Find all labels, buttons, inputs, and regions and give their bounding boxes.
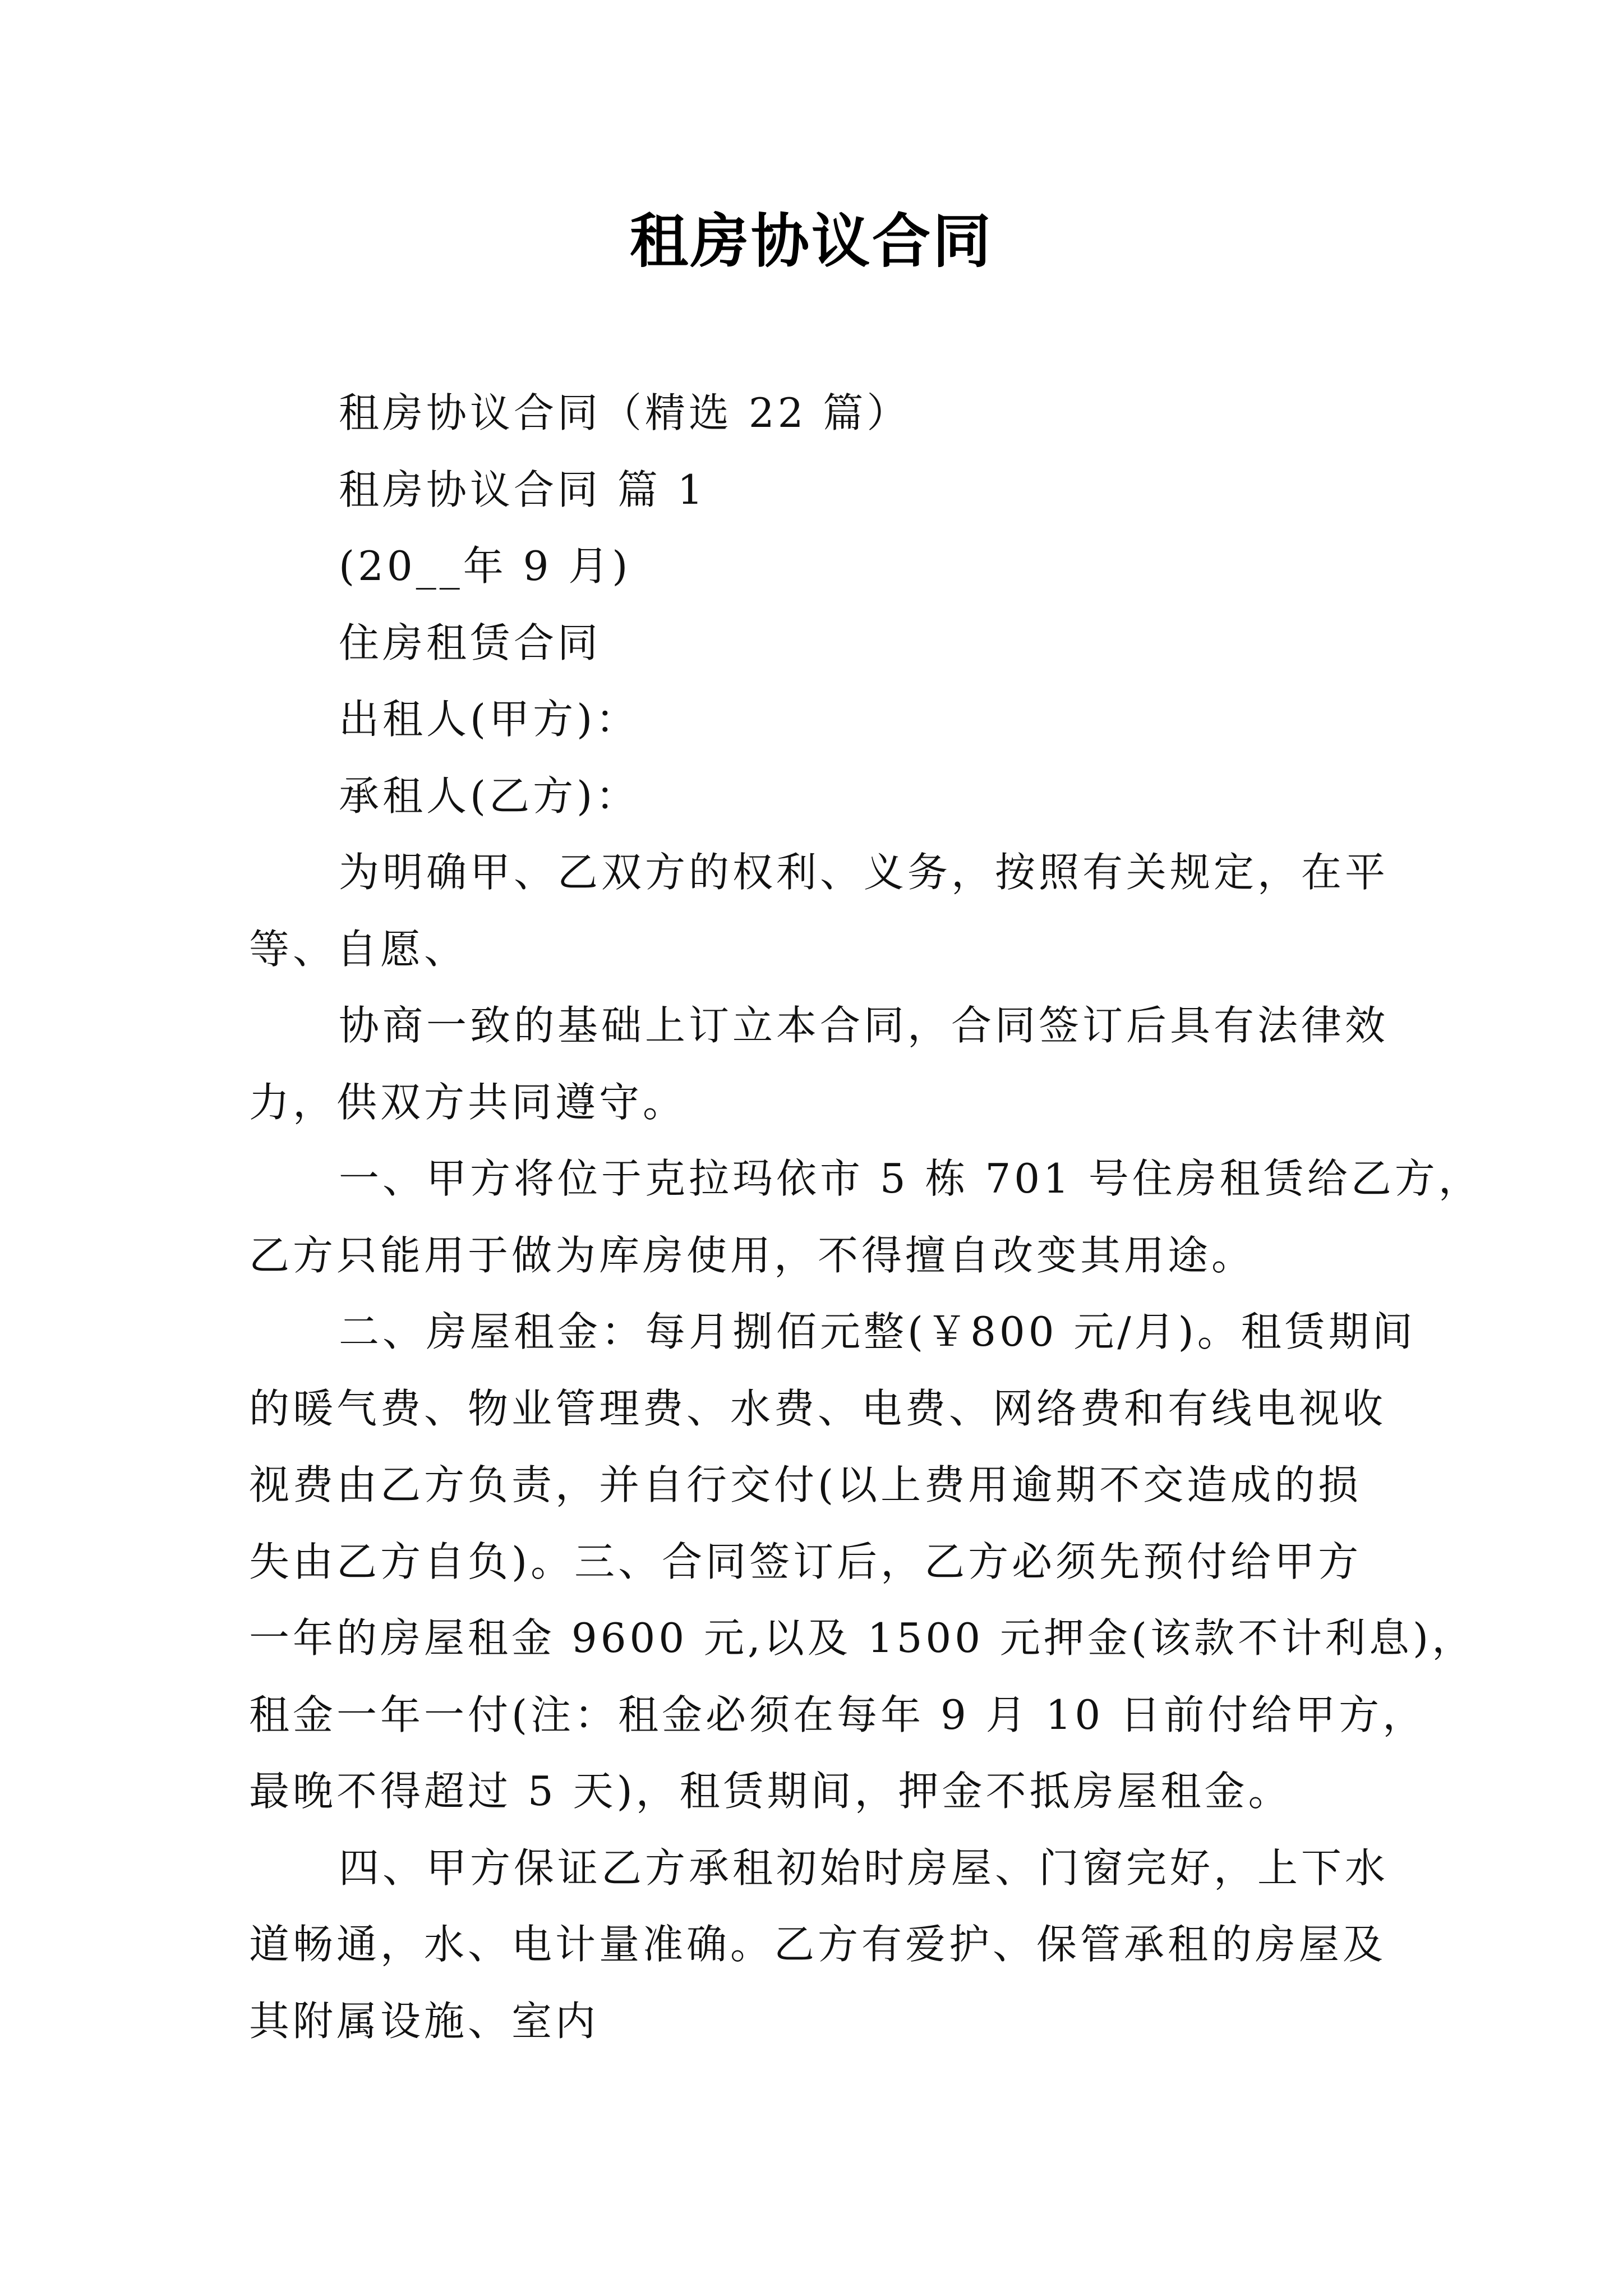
text-line: 一年的房屋租金 9600 元,以及 1500 元押金(该款不计利息)， <box>249 1614 1476 1662</box>
paragraph-clause-2 <box>249 1294 1476 1830</box>
text-line: 视费由乙方负责，并自行交付(以上费用逾期不交造成的损 <box>249 1461 1362 1508</box>
text-line: 一、甲方将位于克拉玛依市 5 栋 701 号住房租赁给乙方， <box>339 1155 1482 1202</box>
text-line: 的暖气费、物业管理费、水费、电费、网络费和有线电视收 <box>249 1384 1387 1432</box>
document-title: 租房协议合同 <box>629 206 993 275</box>
paragraph-lessor <box>249 681 1382 758</box>
text-line: 租房协议合同（精选 22 篇） <box>339 389 911 436</box>
text-line: 失由乙方自负)。三、合同签订后，乙方必须先预付给甲方 <box>249 1538 1362 1585</box>
text-line: 承租人(乙方)： <box>339 772 640 820</box>
text-line: 道畅通，水、电计量准确。乙方有爱护、保管承租的房屋及 <box>249 1921 1387 1968</box>
text-line: 租房协议合同 篇 1 <box>339 466 707 513</box>
text-line: 为明确甲、乙双方的权利、义务，按照有关规定，在平 <box>339 849 1389 896</box>
text-line: 乙方只能用于做为库房使用，不得擅自改变其用途。 <box>249 1231 1256 1279</box>
document-body <box>249 375 1482 2059</box>
paragraph-lessee <box>249 758 1382 835</box>
paragraph-agreement <box>249 987 1389 1140</box>
text-line: 二、房屋租金：每月捌佰元整(￥800 元/月)。租赁期间 <box>339 1308 1416 1355</box>
paragraph-subtitle <box>249 375 1382 452</box>
text-line: 等、自愿、 <box>249 925 468 973</box>
text-line: 出租人(甲方)： <box>339 696 640 743</box>
text-line: 四、甲方保证乙方承租初始时房屋、门窗完好，上下水 <box>339 1844 1389 1892</box>
paragraph-date <box>249 528 1382 605</box>
paragraph-clause-1 <box>249 1140 1482 1294</box>
paragraph-section-heading <box>249 452 1382 528</box>
paragraph-purpose <box>249 834 1389 987</box>
text-line: 力，供双方共同遵守。 <box>249 1078 687 1126</box>
text-line: (20__年 9 月) <box>339 542 631 590</box>
paragraph-clause-4 <box>249 1830 1389 2060</box>
text-line: 租金一年一付(注：租金必须在每年 9 月 10 日前付给甲方， <box>249 1691 1427 1738</box>
paragraph-contract-name <box>249 605 1382 682</box>
text-line: 住房租赁合同 <box>339 619 602 666</box>
text-line: 其附属设施、室内 <box>249 1997 600 2045</box>
text-line: 最晚不得超过 5 天)，租赁期间，押金不抵房屋租金。 <box>249 1768 1292 1815</box>
text-line: 协商一致的基础上订立本合同，合同签订后具有法律效 <box>339 1002 1389 1049</box>
